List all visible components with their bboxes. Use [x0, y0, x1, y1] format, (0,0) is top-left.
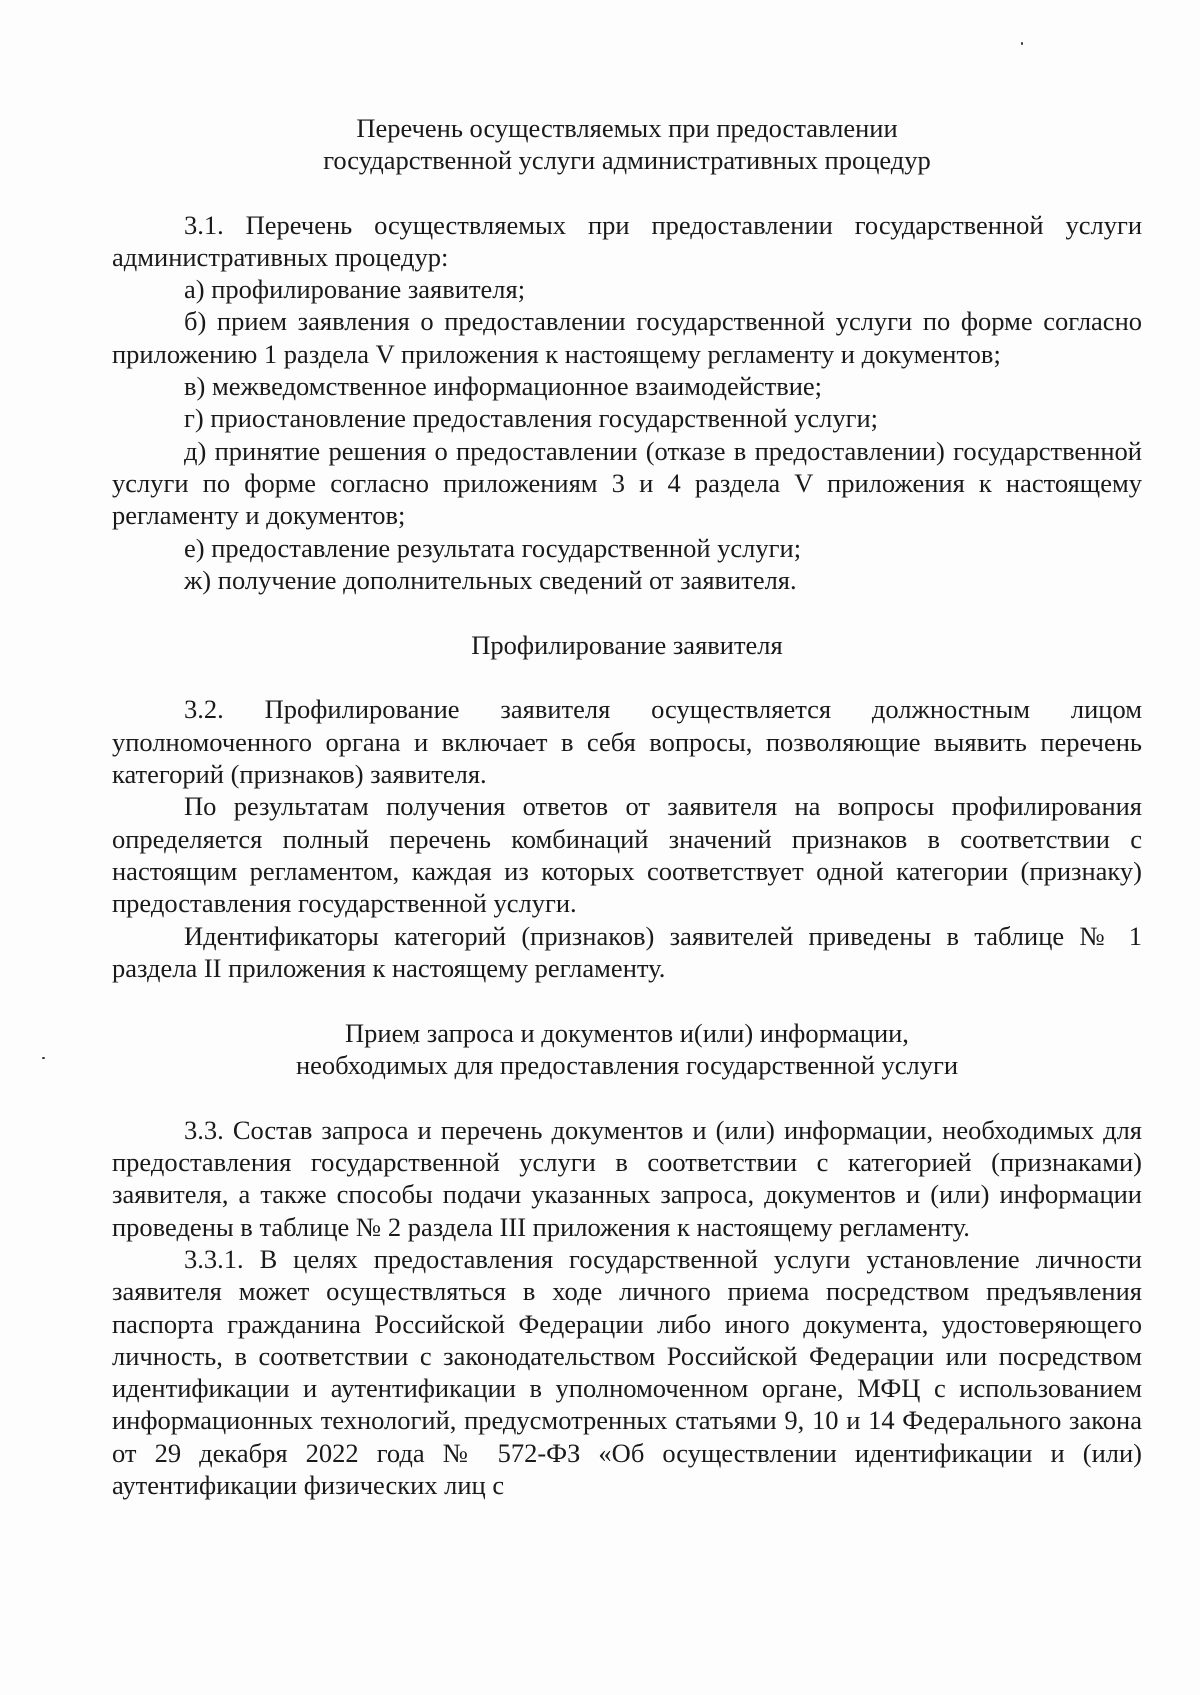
- list-item-d: д) принятие решения о предоставлении (отказе в предоставлении) государственной услуги по форме согласно приложениям 3 и 4 раздела V приложения к настоящему регламенту и документов;: [112, 435, 1142, 531]
- section-heading-procedures: [112, 112, 1142, 177]
- heading-line: необходимых для предоставления государственной услуги: [295, 1050, 959, 1081]
- paragraph-3-2: 3.2. Профилирование заявителя осуществляется должностным лицом уполномоченного органа и включает в себя вопросы, позволяющие выявить перечень категорий (признаков) заявителя.: [112, 694, 1142, 790]
- list-item-b: б) прием заявления о предоставлении государственной услуги по форме согласно приложению 1 раздела V приложения к настоящему регламенту и документов;: [112, 306, 1142, 369]
- section-heading-profiling: [112, 629, 1142, 661]
- heading-line: Профилирование заявителя: [471, 630, 783, 661]
- paragraph-3-3-1: 3.3.1. В целях предоставления государственной услуги установление личности заявителя может осуществляться в ходе личного приема посредством предъявления паспорта гражданина Российской Федерации либо иного документа, удостоверяющего личность, в соответствии с законодательством Российской Федерации или посредством идентификации и аутентификации в уполномоченном органе, МФЦ с использованием информационных технологий, предусмотренных статьями 9, 10 и 14 Федерального закона от 29 декабря 2022 года № 572-ФЗ «Об осуществлении идентификации и (или) аутентификации физических лиц с: [112, 1243, 1142, 1500]
- section-heading-request-intake: [112, 1017, 1142, 1082]
- list-item-a: а) профилирование заявителя;: [184, 274, 526, 305]
- heading-line: Перечень осуществляемых при предоставлении: [356, 113, 898, 143]
- list-item-g: г) приостановление предоставления государственной услуги;: [184, 403, 878, 434]
- paragraph-3-1: 3.1. Перечень осуществляемых при предоставлении государственной услуги административных процедур:: [112, 209, 1142, 272]
- paragraph-profiling-results: По результатам получения ответов от заявителя на вопросы профилирования определяется полный перечень комбинаций значений признаков в соответствии с настоящим регламентом, каждая из которых соответствует одной категории (признаку) предоставления государственной услуги.: [112, 791, 1142, 919]
- list-item-v: в) межведомственное информационное взаимодействие;: [184, 371, 823, 402]
- list-item-zh: ж) получение дополнительных сведений от заявителя.: [184, 564, 797, 595]
- paragraph-3-3: 3.3. Состав запроса и перечень документов и (или) информации, необходимых для предоставления государственной услуги в соответствии с категорией (признаками) заявителя, а также способы подачи указанных запроса, документов и (или) информации проведены в таблице № 2 раздела III приложения к настоящему регламенту.: [112, 1114, 1142, 1242]
- scan-speck: [42, 1057, 45, 1059]
- heading-line: Прием запроса и документов и(или) информации,: [345, 1018, 909, 1049]
- list-item-e: е) предоставление результата государственной услуги;: [184, 532, 802, 563]
- heading-line: государственной услуги административных процедур: [323, 145, 931, 176]
- paragraph-identifiers: Идентификаторы категорий (признаков) заявителей приведены в таблице № 1 раздела II приложения к настоящему регламенту.: [112, 920, 1142, 983]
- document-body: [112, 112, 1142, 1501]
- scan-speck: [1021, 42, 1023, 45]
